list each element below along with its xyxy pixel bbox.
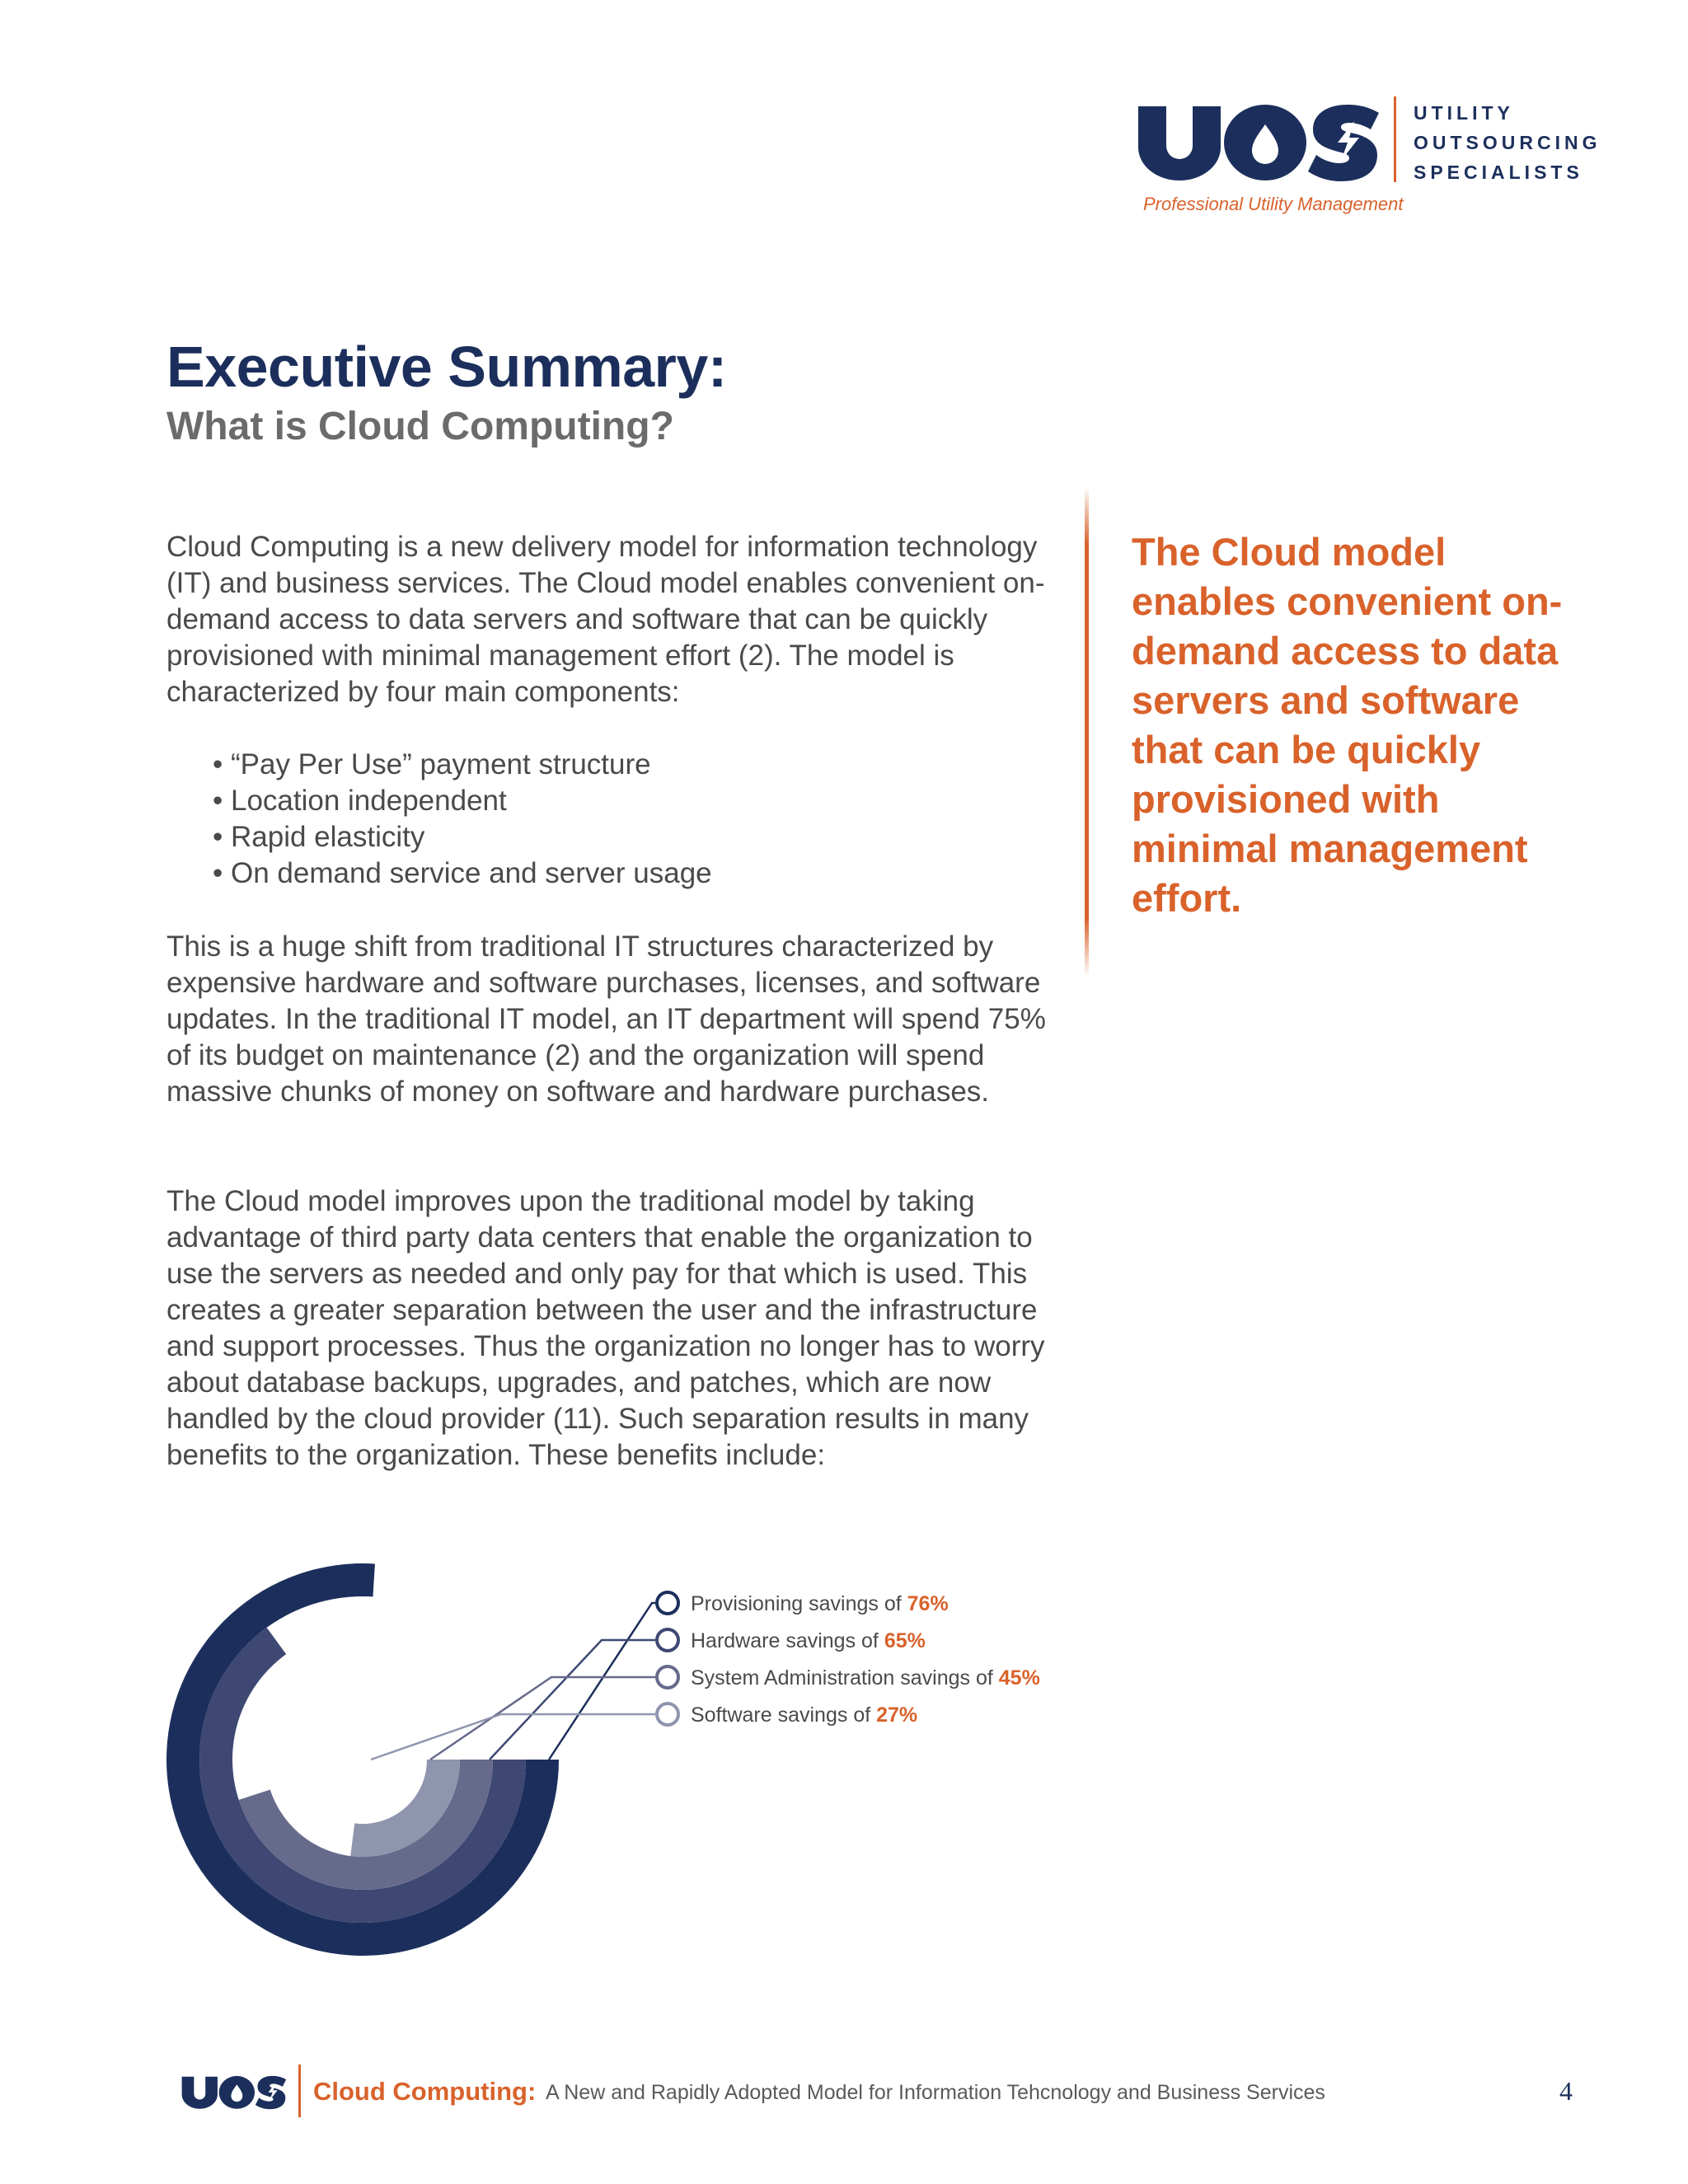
legend-marker	[657, 1629, 678, 1651]
footer-subtitle: A New and Rapidly Adopted Model for Information Tehcnology and Business Services	[546, 2081, 1325, 2104]
company-name	[1414, 98, 1601, 187]
traditional-it-paragraph: This is a huge shift from traditional IT structures characterized by expensive hardware and software purchases, licenses, and software updates. In the traditional IT model, an IT department will spend 75% of its budget on maintenance (2) and the organization will spend massive chunks of money on software and hardware purchases.	[166, 930, 1046, 1108]
company-logo	[1133, 95, 1628, 227]
page-footer	[180, 2064, 1573, 2114]
legend-label: System Administration savings of 45%	[691, 1666, 1040, 1690]
list-item: • On demand service and server usage	[213, 855, 712, 892]
leader-line	[430, 1677, 655, 1760]
company-name-line: OUTSOURCING	[1414, 132, 1601, 153]
pullquote-rule	[1085, 486, 1089, 977]
company-name-line: UTILITY	[1414, 102, 1514, 124]
footer-title: Cloud Computing:	[313, 2077, 537, 2106]
leader-line	[490, 1640, 655, 1760]
logo-divider	[1394, 96, 1396, 182]
list-item: • Rapid elasticity	[213, 819, 712, 855]
cloud-benefits-paragraph: The Cloud model improves upon the traditional model by taking advantage of third party data centers that enable the organization to use the servers as needed and only pay for that which is used. This creates a greater separation between the user and the infrastructure and support processes. Thus the organization no longer has to worry about database backups, upgrades, and patches, which are now handled by the cloud provider (11). Such separation results in many benefits to the organization. These benefits include:	[166, 1185, 1045, 1471]
legend-label: Software savings of 27%	[691, 1704, 918, 1727]
intro-paragraph: Cloud Computing is a new delivery model for information technology (IT) and business services. The Cloud model enables convenient on-demand access to data servers and software that can be quickly provisioned with minimal management effort (2). The model is characterized by four main components:	[166, 531, 1045, 708]
legend-marker	[657, 1592, 678, 1614]
chart-rings	[166, 1563, 559, 1956]
page-title: Executive Summary:	[166, 335, 727, 399]
leader-line	[371, 1714, 655, 1760]
chart-leader-lines	[371, 1603, 655, 1760]
chart-legend	[657, 1592, 1040, 1727]
legend-marker	[657, 1666, 678, 1688]
list-item: • “Pay Per Use” payment structure	[213, 747, 712, 783]
list-item: • Location independent	[213, 783, 712, 819]
logo-tagline: Professional Utility Management	[1143, 194, 1404, 214]
savings-chart	[0, 1549, 1113, 1978]
pullquote: The Cloud model enables convenient on-demand access to data servers and software that can be quickly provisioned with minimal management effort.	[1132, 530, 1563, 920]
uos-logo-mark	[1133, 100, 1381, 182]
footer-divider	[298, 2064, 301, 2117]
legend-label: Hardware savings of 65%	[691, 1629, 926, 1652]
page-subtitle: What is Cloud Computing?	[166, 405, 674, 448]
page-number: 4	[1559, 2076, 1573, 2106]
components-list	[213, 747, 712, 892]
legend-label: Provisioning savings of 76%	[691, 1592, 949, 1615]
leader-line	[549, 1603, 655, 1760]
footer-logo	[180, 2071, 287, 2112]
company-name-line: SPECIALISTS	[1414, 162, 1583, 183]
legend-marker	[657, 1704, 678, 1725]
